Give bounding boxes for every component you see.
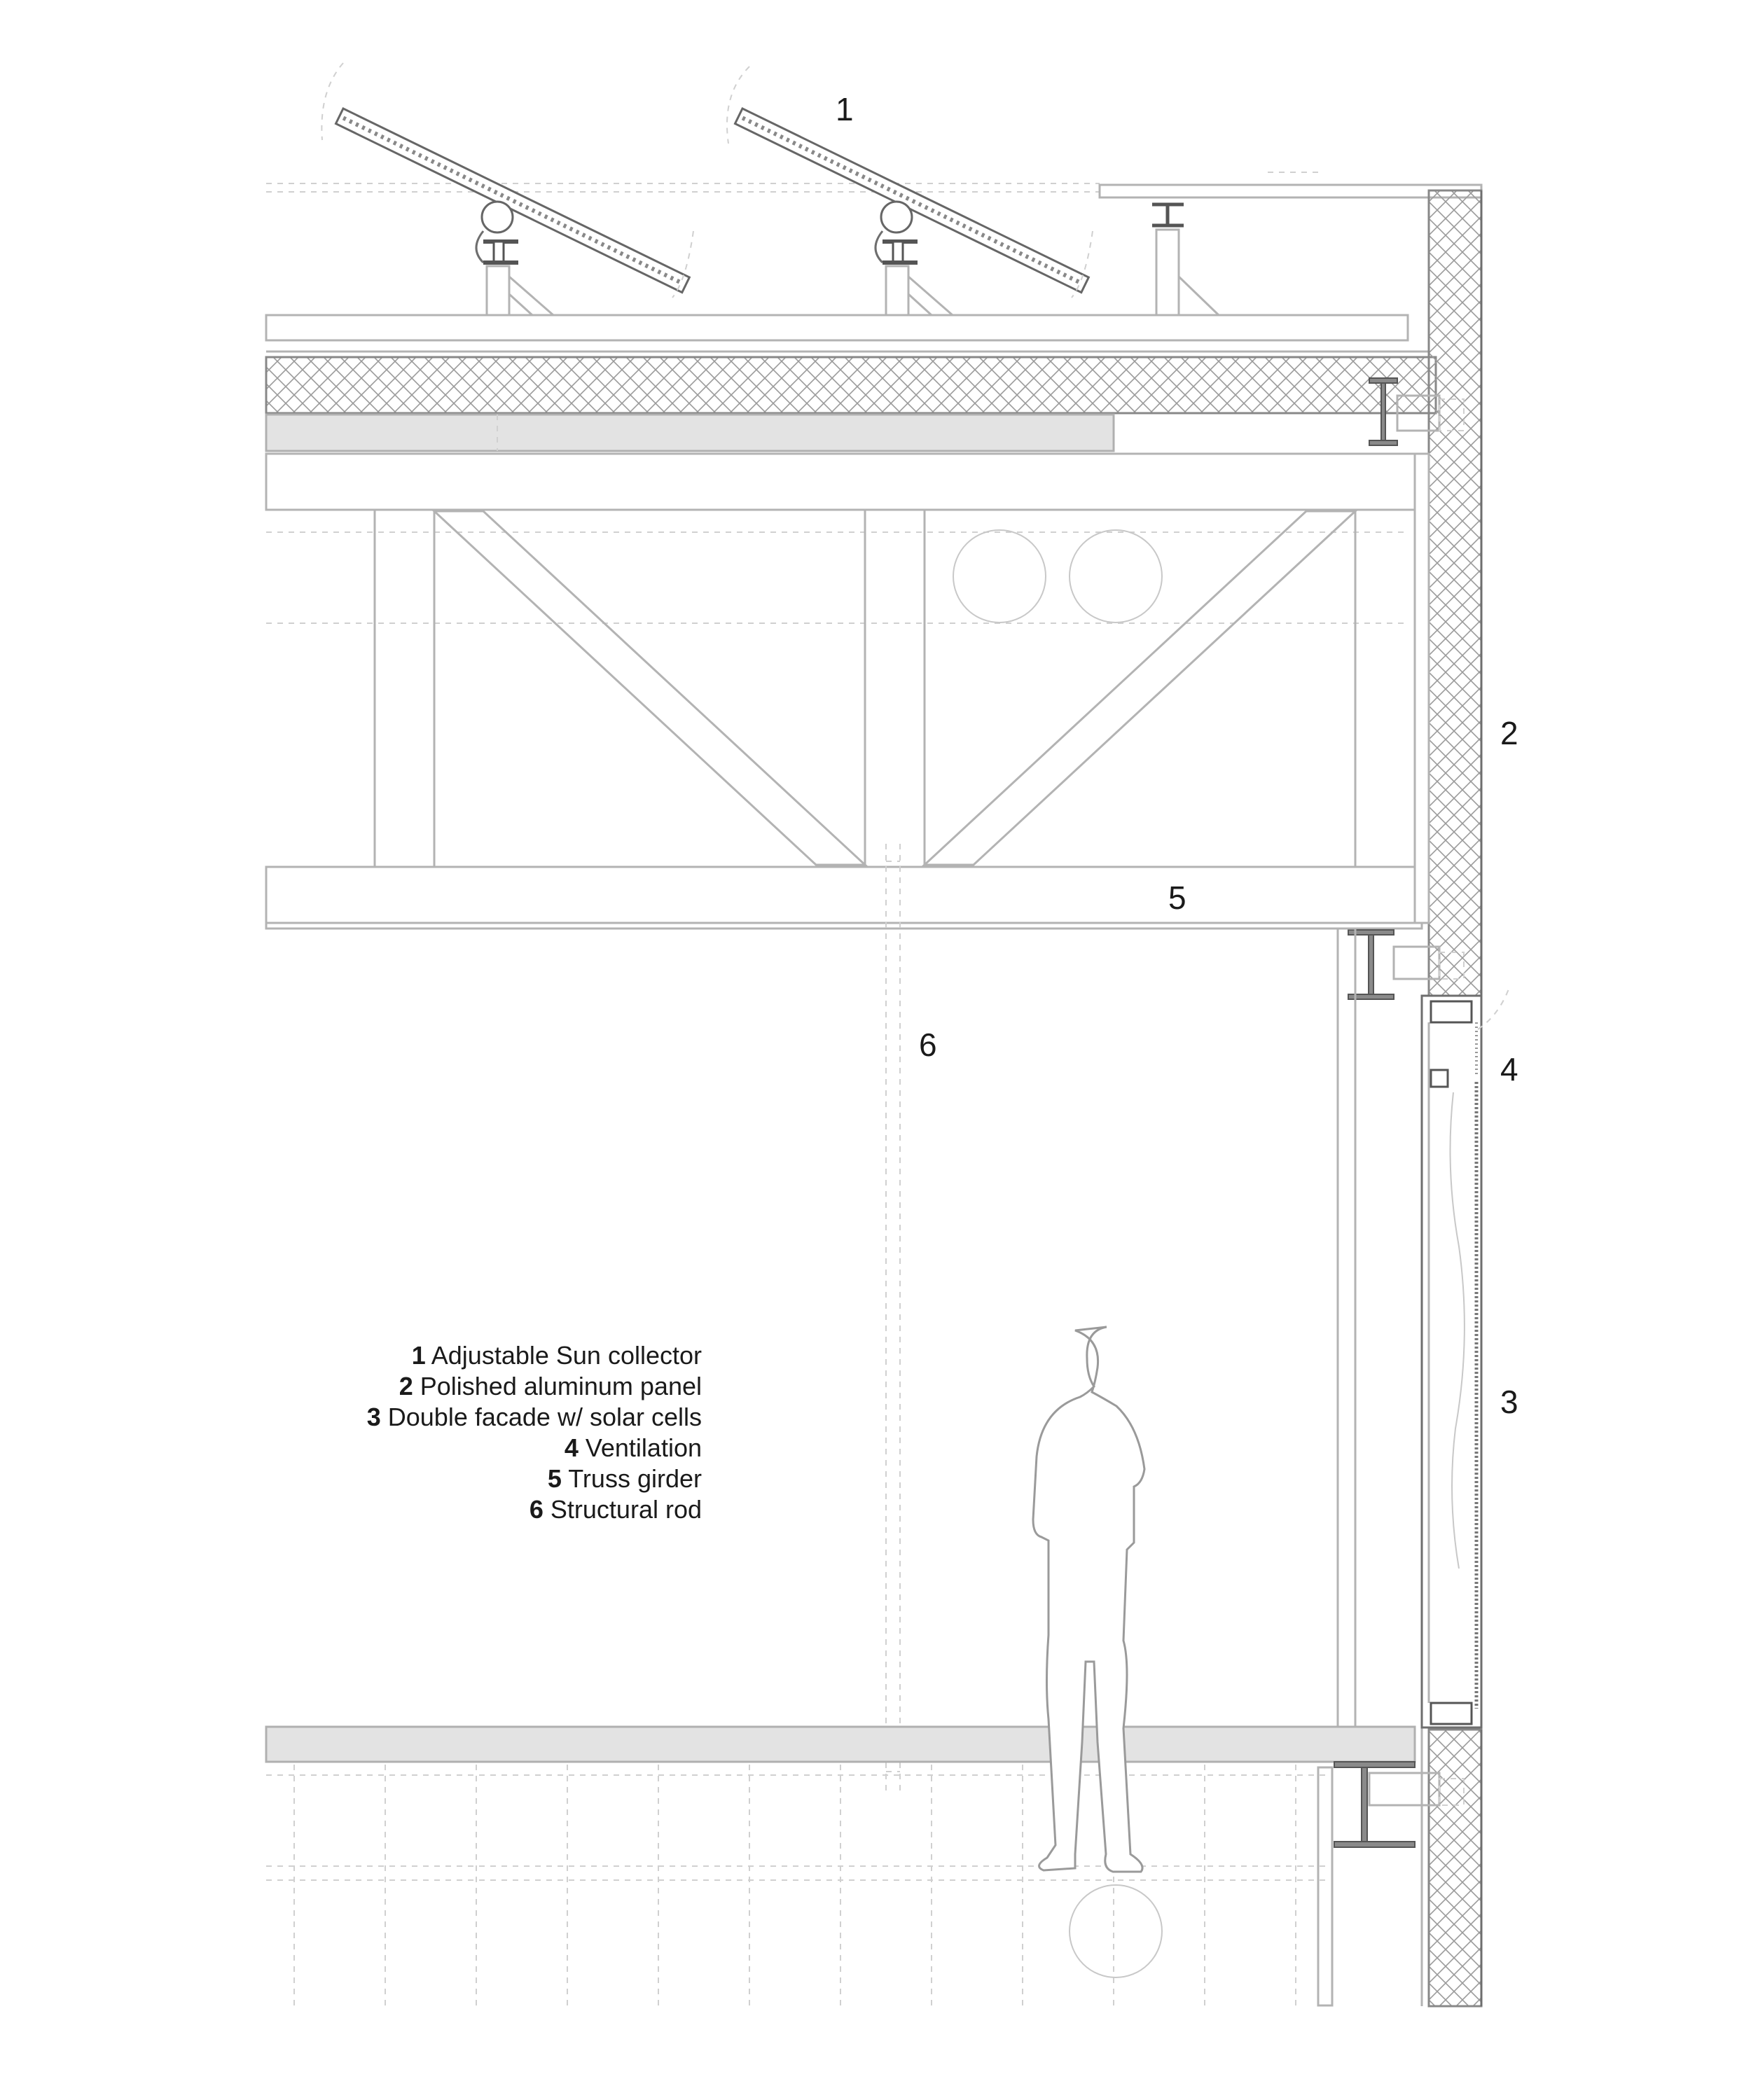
- legend-item: [367, 1403, 702, 1431]
- legend-label: Structural rod: [550, 1495, 702, 1524]
- legend-label: Ventilation: [585, 1433, 702, 1462]
- legend-item: [530, 1495, 702, 1524]
- callout-4: 4: [1500, 1051, 1518, 1087]
- lower-level-grid: [266, 1765, 1332, 2006]
- double-facade: [1422, 987, 1509, 1727]
- roof-slab: [266, 415, 1114, 451]
- parapet-post: [1152, 204, 1219, 315]
- floor-slab: [266, 1727, 1415, 1762]
- legend-number: 3: [366, 1403, 381, 1431]
- legend-number: 6: [529, 1495, 544, 1524]
- sun-collector-right: [727, 67, 1093, 315]
- structural-rod: [886, 844, 900, 1793]
- legend-number: 2: [399, 1372, 413, 1400]
- sun-collector-left: [321, 63, 693, 315]
- legend-label: Double facade w/ solar cells: [387, 1403, 702, 1431]
- callout-5: 5: [1168, 879, 1186, 916]
- legend-item: [412, 1341, 702, 1370]
- roof-insulation: [266, 357, 1436, 413]
- legend-number: 4: [564, 1433, 579, 1462]
- truss-girder: [266, 454, 1429, 929]
- legend-label: Truss girder: [568, 1464, 702, 1493]
- person-silhouette: [1033, 1327, 1144, 1872]
- callout-3: 3: [1500, 1384, 1518, 1420]
- callout-2: 2: [1500, 715, 1518, 751]
- roof-top-lines: [266, 172, 1481, 352]
- legend-item: [565, 1433, 702, 1462]
- legend-label: Polished aluminum panel: [420, 1372, 702, 1400]
- legend-item: [548, 1464, 702, 1493]
- legend-number: 1: [411, 1341, 426, 1370]
- legend-item: [399, 1372, 702, 1400]
- callout-6: 6: [919, 1027, 937, 1063]
- aluminum-panel-wall: [1422, 190, 1481, 2006]
- legend: [367, 1341, 702, 1524]
- legend-label: Adjustable Sun collector: [431, 1341, 702, 1370]
- girder-i-section: [1338, 929, 1464, 1734]
- legend-number: 5: [547, 1464, 562, 1493]
- callout-1: 1: [836, 91, 854, 127]
